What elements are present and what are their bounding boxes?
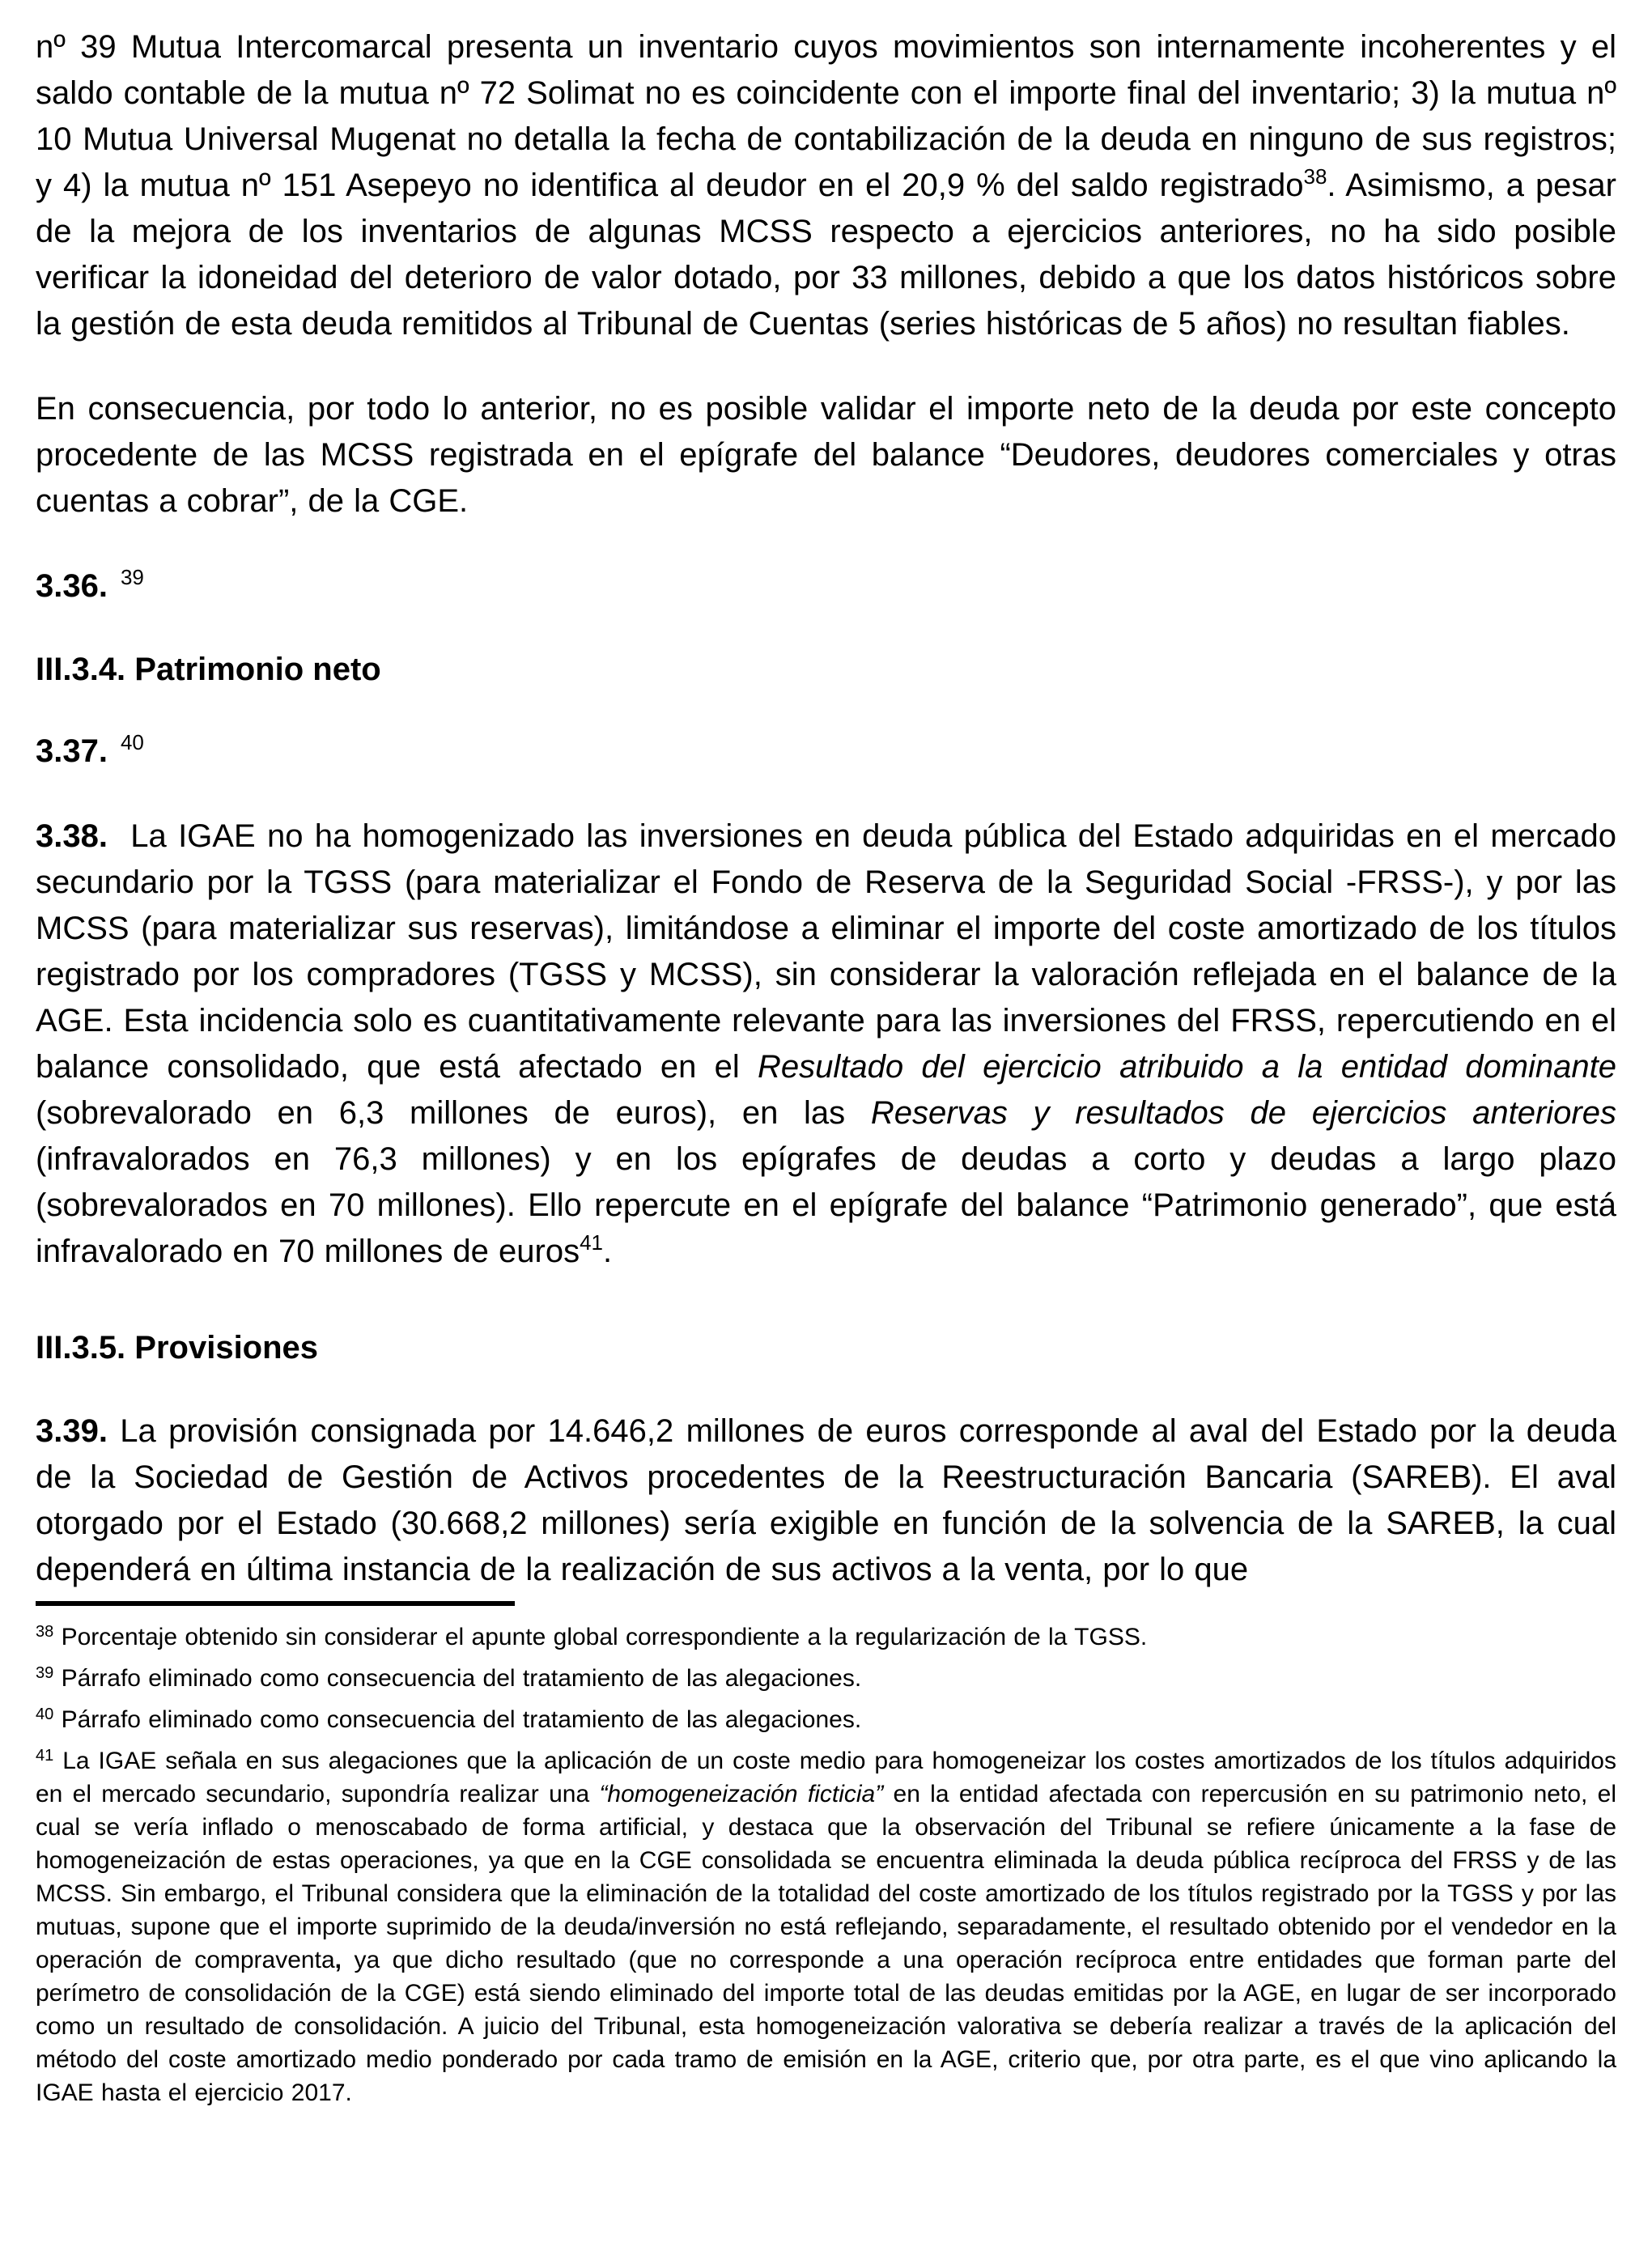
paragraph-number: 3.37. bbox=[36, 733, 108, 769]
footnote-ref-41: 41 bbox=[580, 1230, 603, 1255]
paragraph-number: 3.39. bbox=[36, 1413, 108, 1449]
footnote-separator bbox=[36, 1601, 515, 1606]
footnote-text: Párrafo eliminado como consecuencia del tratamiento de las alegaciones. bbox=[53, 1665, 862, 1692]
footnote-40 bbox=[36, 1703, 1616, 1736]
footnote-41 bbox=[36, 1744, 1616, 2109]
paragraph-3-38 bbox=[36, 813, 1616, 1275]
footnote-number: 40 bbox=[36, 1705, 54, 1723]
paragraph-number: 3.38. bbox=[36, 818, 108, 854]
paragraph-text: . Asimismo, a pesar de la mejora de los inventarios de algunas MCSS respecto a ejercicios anteriores, no ha sido posible verificar la idoneidad del deterioro de valor dotado, por 33 millones, debido a que los datos históricos sobre la gestión de esta deuda remitidos al Tribunal de Cuentas (series históricas de 5 años) no resultan fiables. bbox=[36, 168, 1616, 342]
italic-text: Reservas y resultados de ejercicios anteriores bbox=[870, 1095, 1616, 1131]
footnote-ref-38: 38 bbox=[1303, 164, 1327, 189]
paragraph-text: (infravalorados en 76,3 millones) y en los epígrafes de deudas a corto y deudas a largo plazo (sobrevalorados en 70 millones). Ello repercute en el epígrafe del balance “Patrimonio generado”, que está infravalorado en 70 millones de euros bbox=[36, 1141, 1616, 1269]
item-3-36 bbox=[36, 563, 1616, 610]
paragraph-text: . bbox=[603, 1234, 613, 1269]
italic-text: “homogeneización ficticia” bbox=[599, 1781, 884, 1807]
paragraph-text: En consecuencia, por todo lo anterior, no es posible validar el importe neto de la deuda por este concepto procedente de las MCSS registrada en el epígrafe del balance “Deudores, deudores comerciales y otras cuentas a cobrar”, de la CGE. bbox=[36, 391, 1616, 519]
footnote-number: 39 bbox=[36, 1664, 54, 1682]
paragraph-text: nº 39 Mutua Intercomarcal presenta un inventario cuyos movimientos son internamente incoherentes y el saldo contable de la mutua nº 72 Solimat no es coincidente con el importe final del inventario; 3) la mutua nº 10 Mutua Universal Mugenat no detalla la fecha de contabilización de la deuda en ninguno de sus registros; y 4) la mutua nº 151 Asepeyo no identifica al deudor en el 20,9 % del saldo registrado bbox=[36, 29, 1616, 203]
footnote-39 bbox=[36, 1662, 1616, 1695]
bold-comma: , bbox=[334, 1947, 342, 1973]
paragraph-text: La IGAE no ha homogenizado las inversiones en deuda pública del Estado adquiridas en el mercado secundario por la TGSS (para materializar el Fondo de Reserva de la Seguridad Social -FRSS-), y por las MCSS (para materializar sus reservas), limitándose a eliminar el importe del coste amortizado de los títulos registrado por los compradores (TGSS y MCSS), sin considerar la valoración reflejada en el balance de la AGE. Esta incidencia solo es cuantitativamente relevante para las inversiones del FRSS, repercutiendo en el balance consolidado, que está afectado en el bbox=[36, 818, 1616, 1085]
footnote-number: 38 bbox=[36, 1623, 54, 1641]
paragraph-en-consecuencia bbox=[36, 386, 1616, 525]
paragraph-text: (sobrevalorado en 6,3 millones de euros), en las bbox=[36, 1095, 871, 1131]
paragraph-number: 3.36. bbox=[36, 568, 108, 604]
section-heading-patrimonio-neto: III.3.4. Patrimonio neto bbox=[36, 652, 381, 687]
section-heading-provisiones: III.3.5. Provisiones bbox=[36, 1330, 319, 1366]
footnote-38 bbox=[36, 1620, 1616, 1654]
footnote-text: Párrafo eliminado como consecuencia del tratamiento de las alegaciones. bbox=[53, 1706, 862, 1733]
footnote-text: Porcentaje obtenido sin considerar el apunte global correspondiente a la regularización de la TGSS. bbox=[53, 1624, 1148, 1650]
item-3-37 bbox=[36, 728, 1616, 775]
footnote-number: 41 bbox=[36, 1747, 54, 1765]
footnote-text: La IGAE señala en sus alegaciones que la aplicación de un coste medio para homogeneizar los costes amortizados de los títulos adquiridos en el mercado secundario, supondría realizar una bbox=[36, 1748, 1616, 1807]
paragraph-mcss-inventarios bbox=[36, 24, 1616, 347]
paragraph-text: La provisión consignada por 14.646,2 millones de euros corresponde al aval del Estado por la deuda de la Sociedad de Gestión de Activos procedentes de la Reestructuración Bancaria (SAREB). El aval otorgado por el Estado (30.668,2 millones) sería exigible en función de la solvencia de la SAREB, la cual dependerá en última instancia de la realización de sus activos a la venta, por lo que bbox=[36, 1413, 1616, 1587]
footnote-text: en la entidad afectada con repercusión en su patrimonio neto, el cual se vería inflado o menoscabado de forma artificial, y destaca que la observación del Tribunal se refiere únicamente a la fase de homogeneización de estas operaciones, ya que en la CGE consolidada se encuentra eliminada la deuda pública recíproca del FRSS y de las MCSS. Sin embargo, el Tribunal considera que la eliminación de la totalidad del coste amortizado de los títulos registrado por la TGSS y por las mutuas, supone que el importe suprimido de la deuda/inversión no está reflejando, separadamente, el resultado obtenido por el vendedor en la operación de compraventa bbox=[36, 1781, 1616, 1973]
footnote-ref-40: 40 bbox=[120, 730, 144, 754]
italic-text: Resultado del ejercicio atribuido a la entidad dominante bbox=[758, 1049, 1616, 1085]
paragraph-3-39 bbox=[36, 1408, 1616, 1593]
footnote-ref-39: 39 bbox=[120, 565, 144, 589]
footnote-text: ya que dicho resultado (que no corresponde a una operación recíproca entre entidades que forman parte del perímetro de consolidación de la CGE) está siendo eliminado del importe total de las deudas emitidas por la AGE, en lugar de ser incorporado como un resultado de consolidación. A juicio del Tribunal, esta homogeneización valorativa se debería realizar a través de la aplicación del método del coste amortizado medio ponderado por cada tramo de emisión en la AGE, criterio que, por otra parte, es el que vino aplicando la IGAE hasta el ejercicio 2017. bbox=[36, 1947, 1616, 2106]
